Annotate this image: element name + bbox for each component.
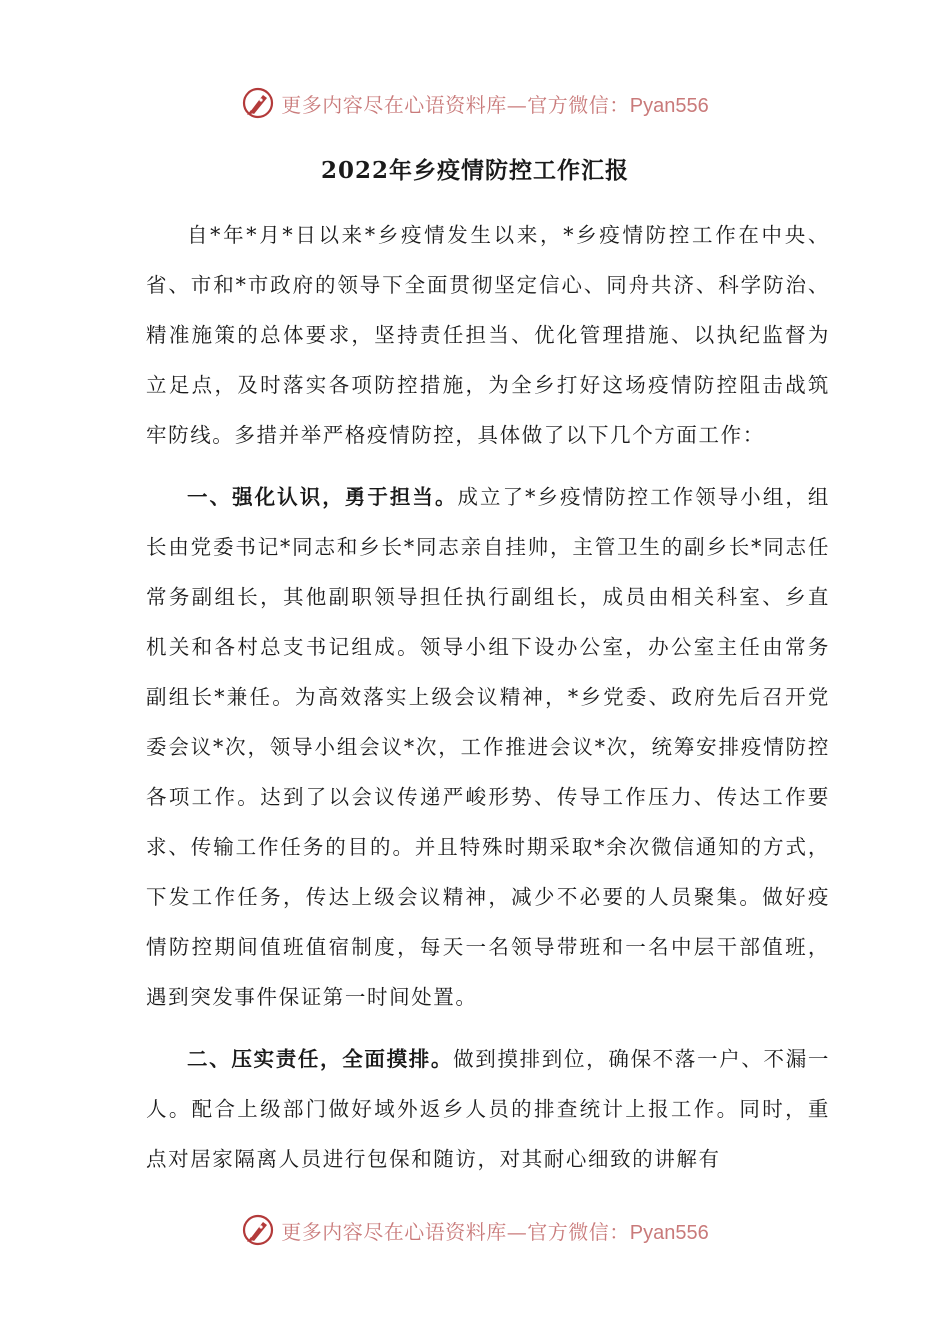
paragraph-body: 自*年*月*日以来*乡疫情发生以来，*乡疫情防控工作在中央、省、市和*市政府的领导下全面贯彻坚定信心、同舟共济、科学防治、精准施策的总体要求，坚持责任担当、优化管理措施、以执纪监督为立足点，及时落实各项防控措施，为全乡打好这场疫情防控阻击战筑牢防线。多措并举严格疫情防控，具体做了以下几个方面工作： (146, 223, 830, 447)
document-title: 2022年乡疫情防控工作汇报 (320, 157, 629, 184)
paragraph-body: 做到摸排到位，确保不落一户、不漏一人。配合上级部门做好域外返乡人员的排查统计上报工作。同时，重点对居家隔离人员进行包保和随访，对其耐心细致的讲解有 (146, 1047, 831, 1171)
section-two-heading: 二、压实责任，全面摸排。 (187, 1047, 454, 1071)
section-two-paragraph (146, 1034, 830, 1184)
section-one-paragraph (146, 472, 830, 1022)
watermark-text: 更多内容尽在心语资料库—官方微信：Pyan556 (281, 1219, 709, 1244)
watermark-wechat-id: Pyan556 (629, 1221, 709, 1244)
section-one-heading: 一、强化认识，勇于担当。 (187, 485, 458, 509)
paragraph-body: 成立了*乡疫情防控工作领导小组，组长由党委书记*同志和乡长*同志亲自挂帅，主管卫生的副乡长*同志任常务副组长，其他副职领导担任执行副组长，成员由相关科室、乡直机关和各村总支书记组成。领导小组下设办公室，办公室主任由常务副组长*兼任。为高效落实上级会议精神，*乡党委、政府先后召开党委会议*次，领导小组会议*次，工作推进会议*次，统筹安排疫情防控各项工作。达到了以会议传递严峻形势、传导工作压力、传达工作要求、传输工作任务的目的。并且特殊时期采取*余次微信通知的方式，下发工作任务，传达上级会议精神，减少不必要的人员聚集。做好疫情防控期间值班值宿制度，每天一名领导带班和一名中层干部值班，遇到突发事件保证第一时间处置。 (146, 485, 831, 1009)
watermark-wechat-id: Pyan556 (629, 94, 709, 117)
pen-nib-logo-icon (241, 86, 275, 120)
watermark-text: 更多内容尽在心语资料库—官方微信：Pyan556 (281, 92, 709, 117)
footer-watermark (0, 1210, 950, 1250)
pen-nib-logo-icon (241, 1213, 275, 1247)
intro-paragraph (146, 210, 830, 460)
header-watermark (0, 83, 950, 123)
